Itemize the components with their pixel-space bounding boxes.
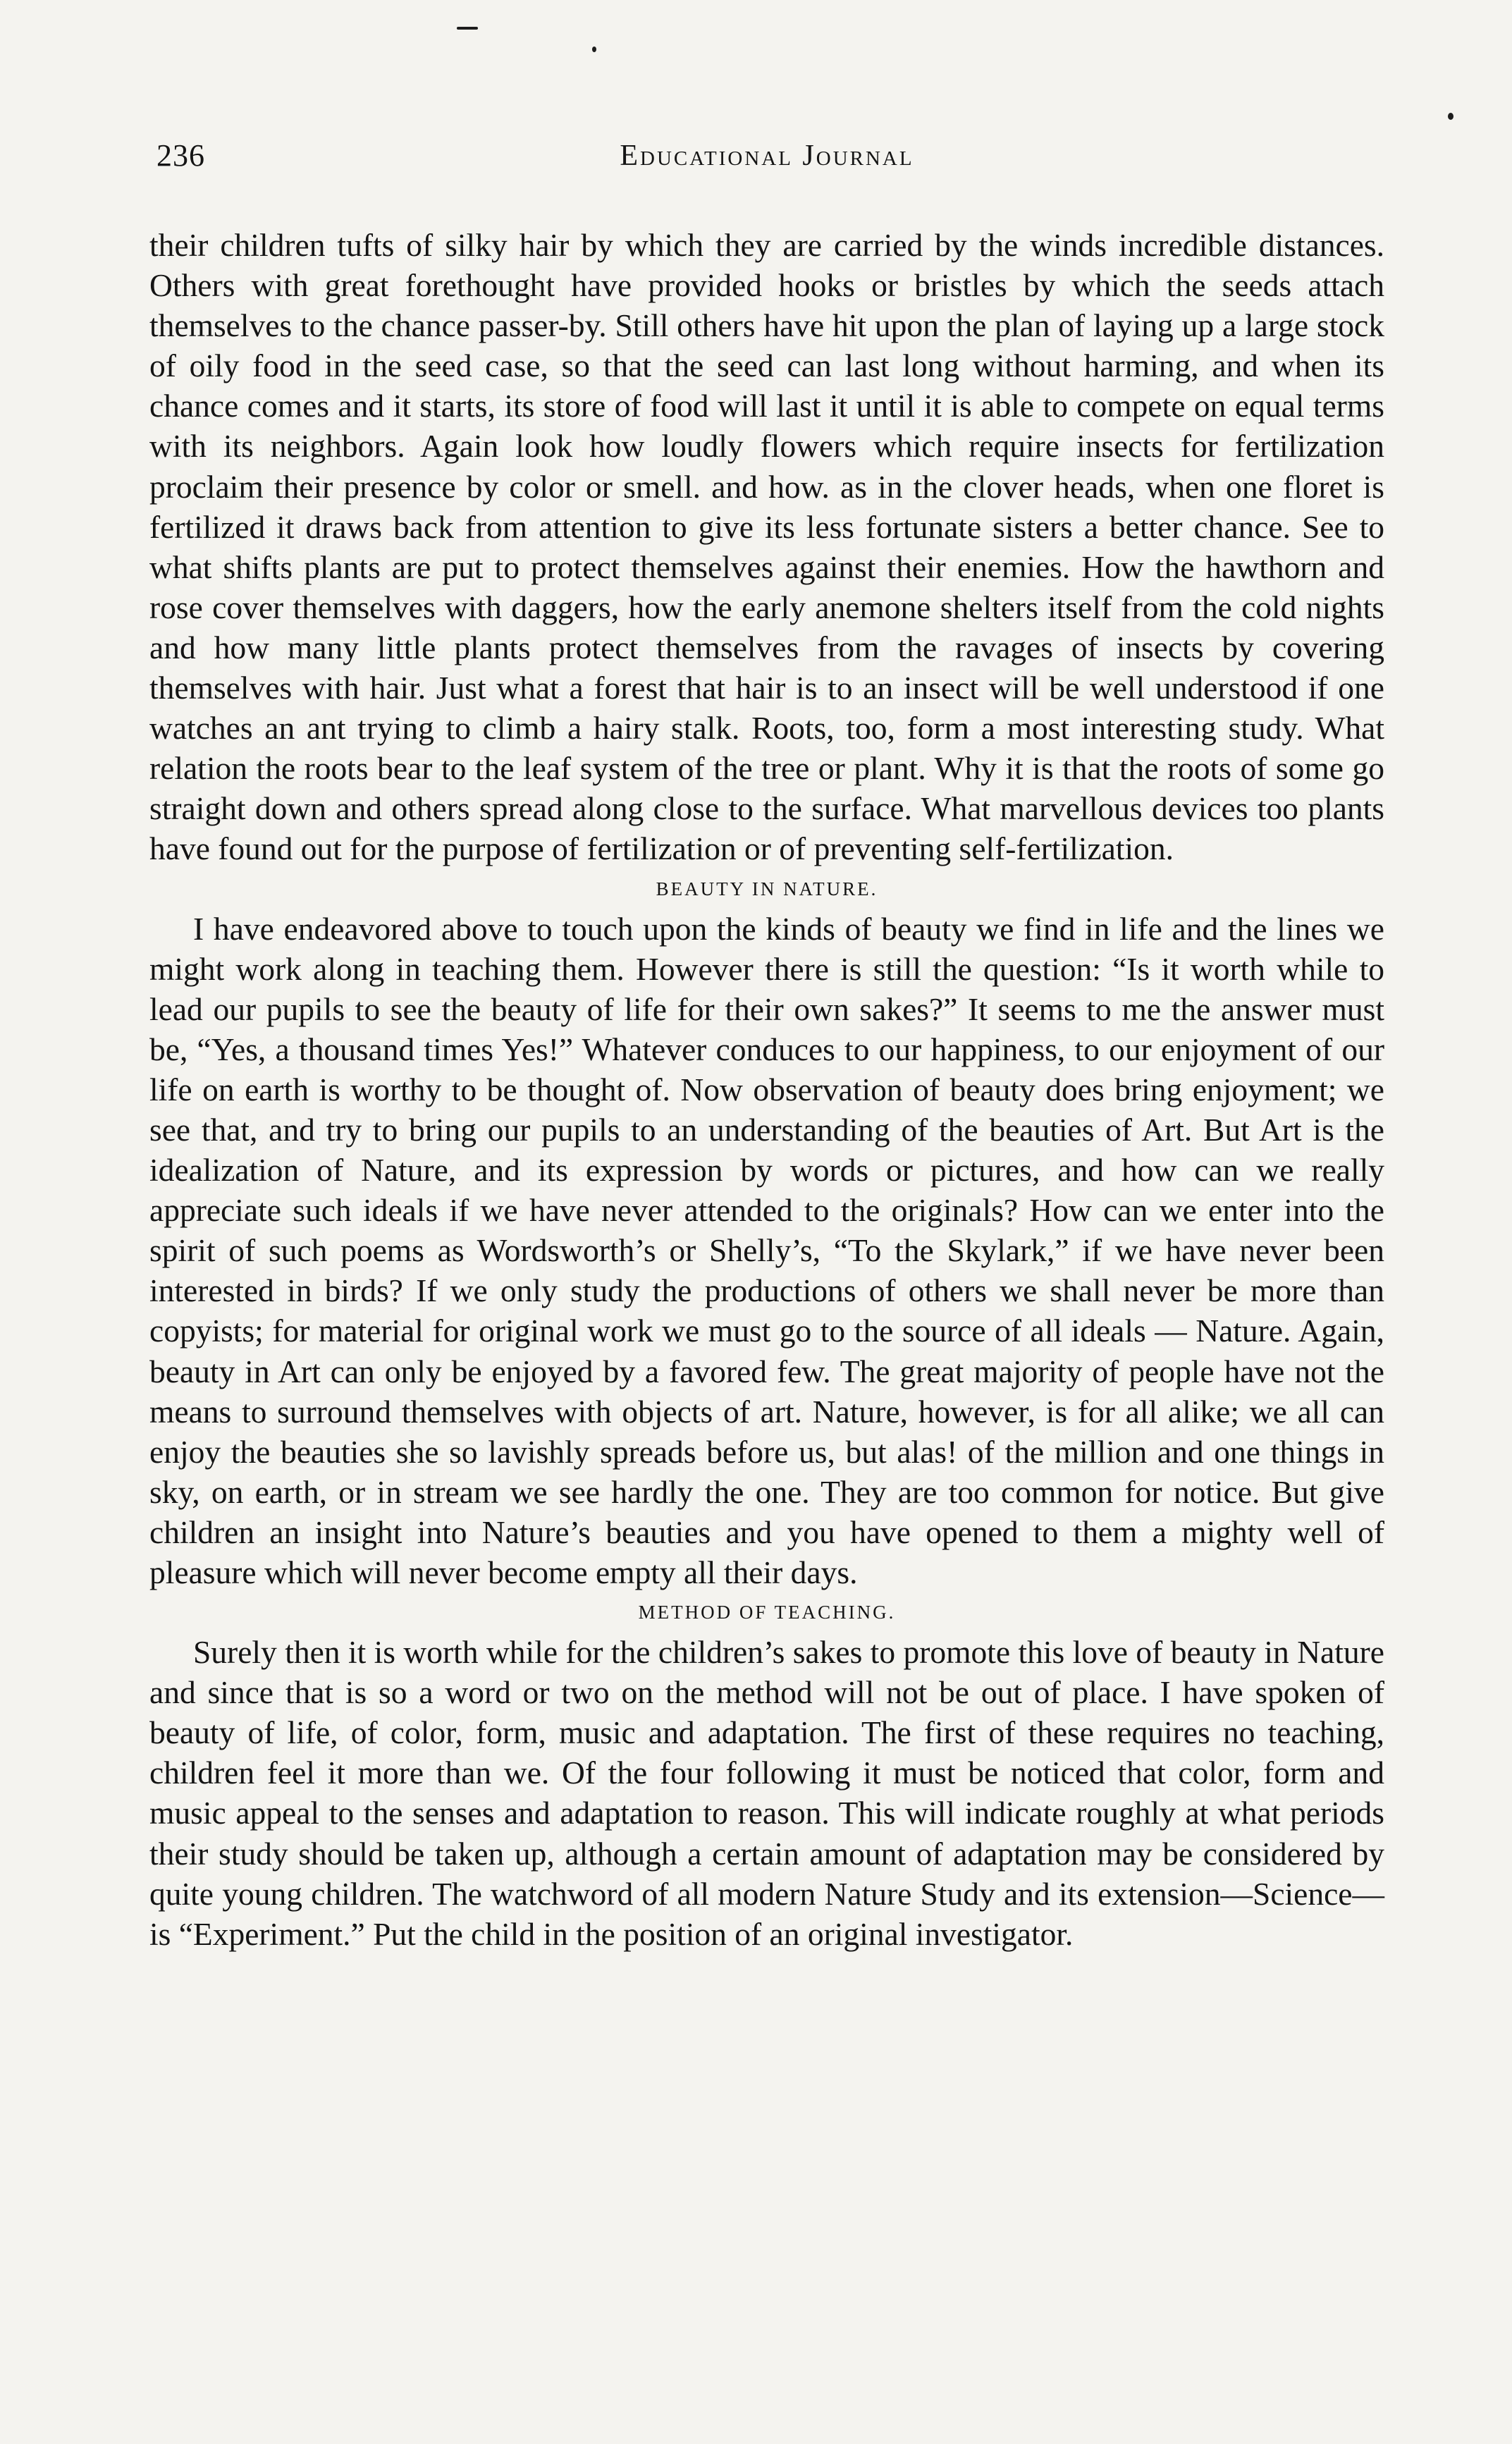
section-heading-method: METHOD OF TEACHING. — [638, 1602, 896, 1623]
ink-speck — [1448, 113, 1453, 120]
body-paragraph: Surely then it is worth while for the children’s sakes to promote this love of beauty in Nature and since that is so a word or two on the method will not be out of place. I have spoken of beauty of life, of color, form, music and adaptation. The first of these requires no teaching, children feel it more than we. Of the four following it must be noticed that color, form and music appeal to the senses and adaptation to reason. This will indicate roughly at what periods their study should be taken up, although a certain amount of adaptation may be considered by quite young children. The watchword of all modern Nature Study and its extension—Science—is “Experiment.” Put the child in the position of an original investigator. — [149, 1634, 1384, 1952]
ink-speck — [457, 27, 478, 30]
page-number: 236 — [156, 138, 205, 173]
body-paragraph: I have endeavored above to touch upon the kinds of beauty we find in life and the lines we might work along in teaching them. However there is still the question: “Is it worth while to lead our pupils to see the beauty of life for their own sakes?” It seems to me the answer must be, “Yes, a thousand times Yes!” Whatever conduces to our happiness, to our enjoyment of our life on earth is worthy to be thought of. Now observation of beauty does bring enjoyment; we see that, and try to bring our pupils to an understanding of the beauties of Art. But Art is the idealization of Nature, and its expression by words or pictures, and how can we really appreciate such ideals if we have never attended to the originals? How can we enter into the spirit of such poems as Wordsworth’s or Shelly’s, “To the Skylark,” if we have never been interested in birds? If we only study the productions of others we shall never be more than copyists; for material for original work we must go to the source of all ideals — Nature. Again, beauty in Art can only be enjoyed by a favored few. The great majority of people have not the means to surround themselves with objects of art. Nature, however, is for all alike; we all can enjoy the beauties she so lavishly spreads before us, but alas! of the million and one things in sky, on earth, or in stream we see hardly the one. They are too common for notice. But give children an insight into Nature’s beauties and you have opened to them a mighty well of pleasure which will never become empty all their days. — [149, 910, 1384, 1590]
section-heading-beauty: BEAUTY IN NATURE. — [656, 878, 878, 899]
body-paragraph: their children tufts of silky hair by which they are carried by the winds incredible distances. Others with great forethought have provided hooks or bristles by which the seeds attach themselves to the chance passer-by. Still others have hit upon the plan of laying up a large stock of oily food in the seed case, so that the seed can last long without harming, and when its chance comes and it starts, its store of food will last it until it is able to compete on equal terms with its neighbors. Again look how loudly flowers which require insects for fertilization proclaim their presence by color or smell. and how. as in the clover heads, when one floret is fertilized it draws back from attention to give its less fortunate sisters a better chance. See to what shifts plants are put to protect themselves against their enemies. How the hawthorn and rose cover themselves with daggers, how the early anemone shelters itself from the cold nights and how many little plants protect themselves from the ravages of insects by covering themselves with hair. Just what a forest that hair is to an insect will be well understood if one watches an ant trying to climb a hairy stalk. Roots, too, form a most interesting study. What relation the roots bear to the leaf system of the tree or plant. Why it is that the roots of some go straight down and others spread along close to the surface. What marvellous devices too plants have found out for the purpose of fertilization or of preventing self-fertilization. — [149, 227, 1384, 867]
running-header — [149, 137, 1384, 181]
journal-title: Educational Journal — [620, 140, 914, 172]
page — [149, 137, 1384, 1954]
ink-speck — [592, 47, 596, 52]
